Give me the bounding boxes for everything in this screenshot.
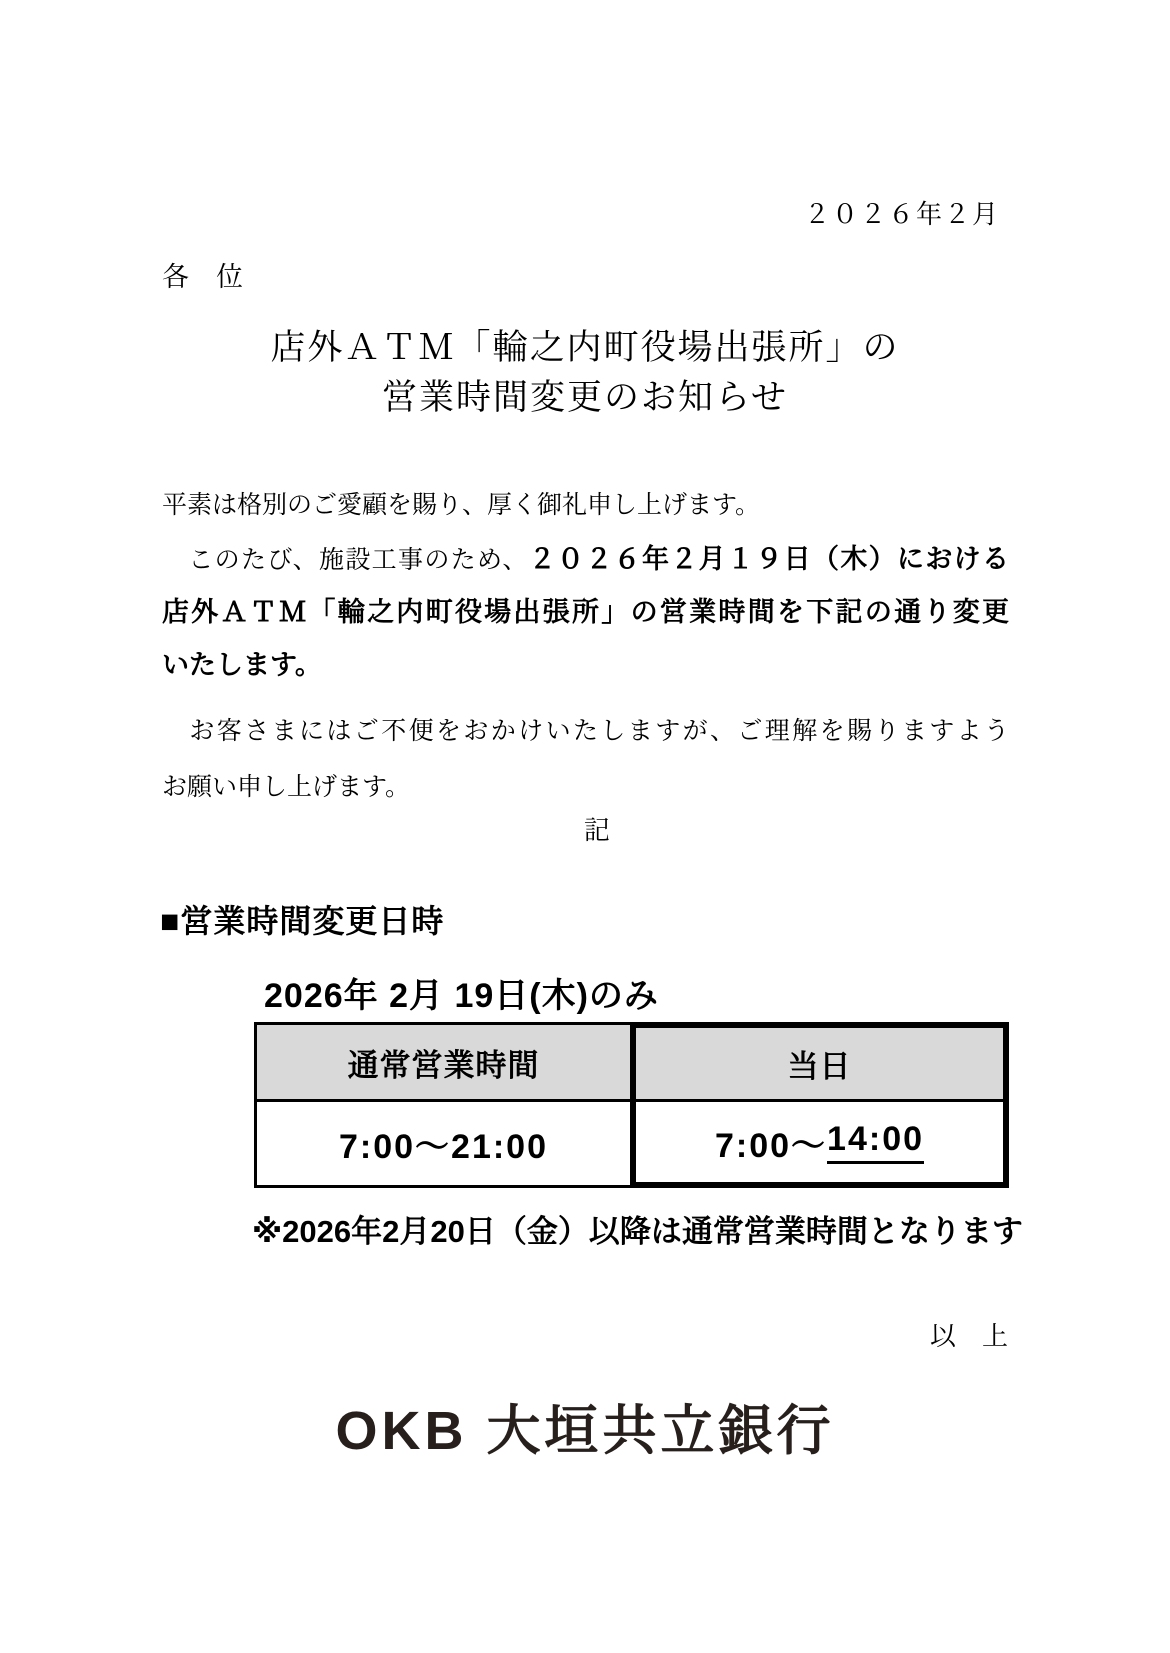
page-title-line1: 店外ＡＴＭ「輪之内町役場出張所」の xyxy=(270,328,900,367)
hours-table xyxy=(254,1022,1009,1188)
footnote: ※2026年2月20日（金）以降は通常営業時間となります xyxy=(252,1214,1023,1249)
body-paragraph-line: いたします。 xyxy=(162,650,322,680)
today-hours-underlined: 14:00 xyxy=(827,1120,924,1164)
addressee: 各 位 xyxy=(162,262,243,292)
change-date: 2026年 2月 19日(木)のみ xyxy=(264,977,659,1015)
section-heading: ■営業時間変更日時 xyxy=(160,903,445,939)
body-paragraph-line: お願い申し上げます。 xyxy=(162,774,411,801)
body-paragraph-line: 店外ＡＴＭ「輪之内町役場出張所」の営業時間を下記の通り変更 xyxy=(162,597,1009,627)
issue-date: ２０２６年２月 xyxy=(803,200,1000,229)
okb-bank-logo: OKB 大垣共立銀行 xyxy=(335,1401,835,1461)
page-title-line2: 営業時間変更のお知らせ xyxy=(382,378,788,417)
table-column-today xyxy=(630,1022,1009,1188)
table-column-normal xyxy=(254,1022,633,1188)
ki-marker: 記 xyxy=(583,816,610,845)
table-header-today: 当日 xyxy=(636,1028,1003,1102)
body-paragraph-line xyxy=(162,543,1009,577)
body-text-normal: このたび、施設工事のため、 xyxy=(162,547,529,574)
table-header-normal: 通常営業時間 xyxy=(257,1025,630,1102)
page-title xyxy=(0,323,1170,423)
today-hours-prefix: 7:00～ xyxy=(714,1126,828,1165)
table-cell-today-hours xyxy=(636,1102,1003,1182)
body-paragraph-line: お客さまにはご不便をおかけいたしますが、ご理解を賜りますよう xyxy=(162,718,1009,745)
greeting-text: 平素は格別のご愛顧を賜り、厚く御礼申し上げます。 xyxy=(162,492,761,519)
body-text-emphasis: ２０２６年２月１９日（木）における xyxy=(528,544,1009,574)
closing-marker: 以 上 xyxy=(929,1322,1008,1351)
table-cell-normal-hours: 7:00～21:00 xyxy=(338,1128,548,1166)
